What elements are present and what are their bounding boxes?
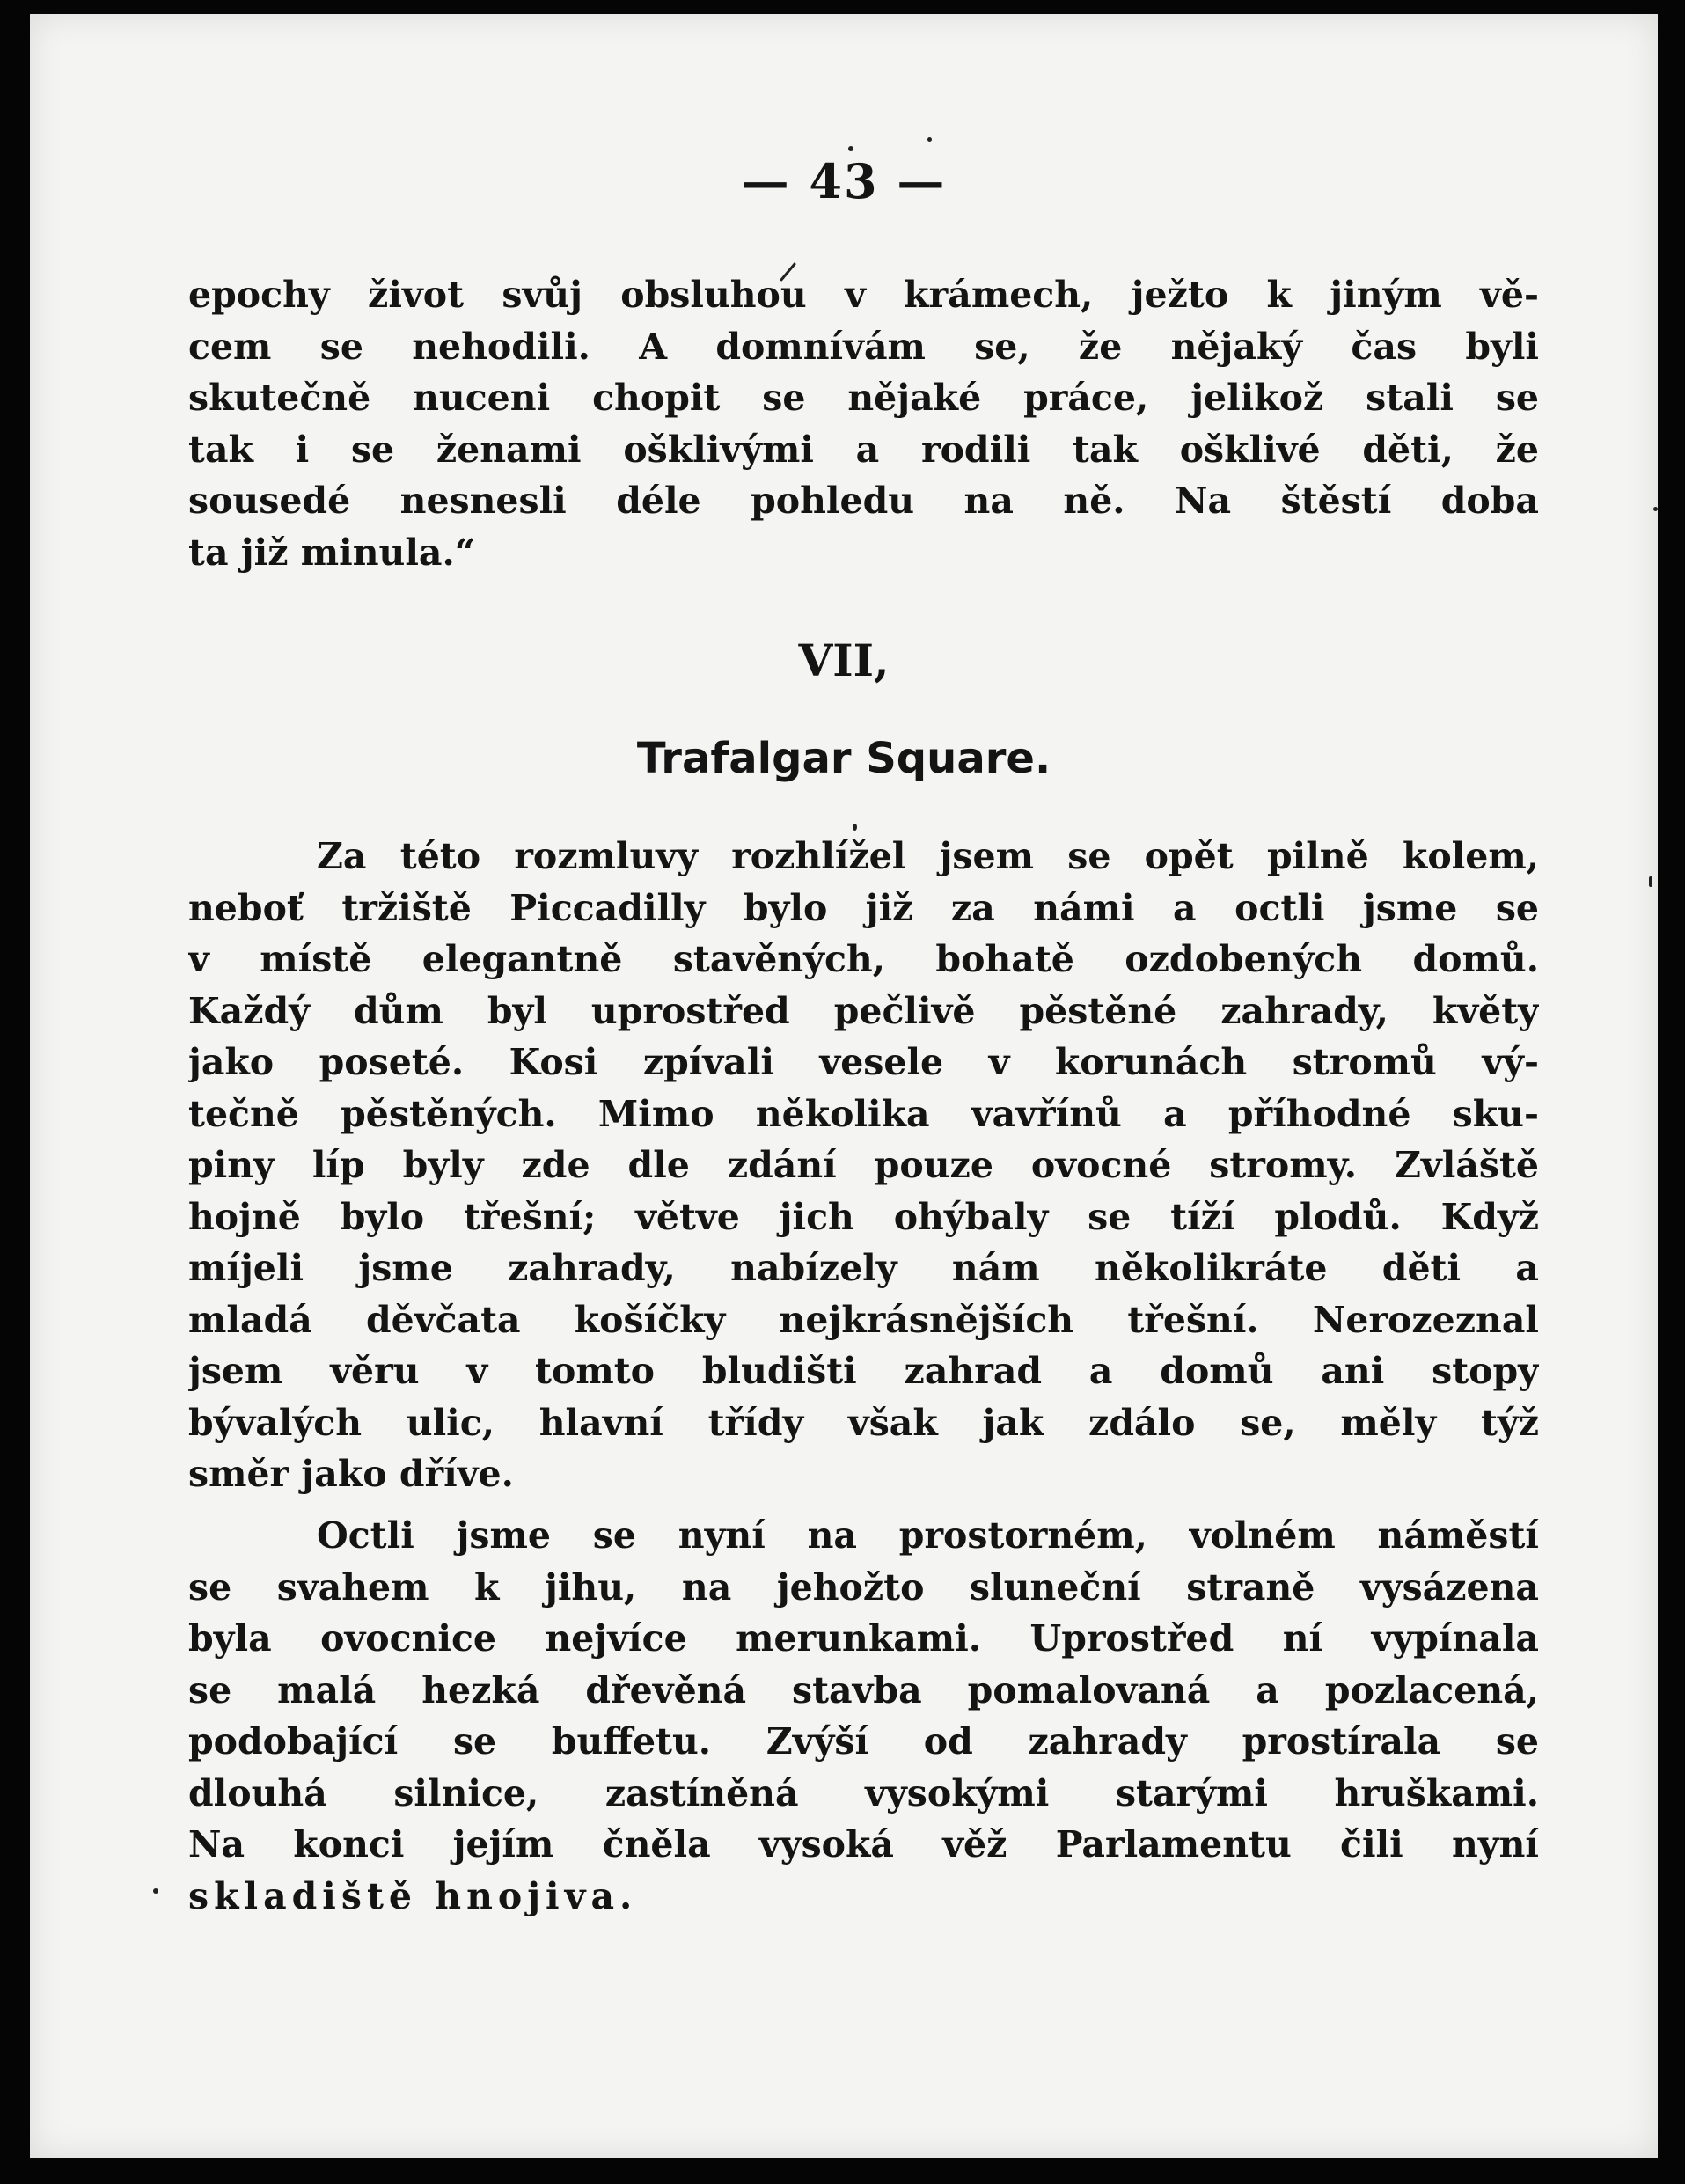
text-line: mladá děvčata košíčky nejkrásnějších třešní. Nerozeznal (188, 1298, 1539, 1341)
text-line: hojně bylo třešní; větve jich ohýbaly se tíží plodů. Když (188, 1195, 1539, 1238)
text-line: směr jako dříve. (188, 1453, 514, 1495)
scan-speck (848, 146, 853, 151)
text-line: míjeli jsme zahrady, nabízely nám několikráte děti a (188, 1247, 1539, 1289)
text-line: tečně pěstěných. Mimo několika vavřínů a příhodné sku- (188, 1092, 1539, 1135)
paragraph-1 (188, 831, 1539, 1500)
text-line: epochy život svůj obsluhou v krámech, ježto k jiným vě- (188, 274, 1539, 316)
text-line: bývalých ulic, hlavní třídy však jak zdálo se, měly týž (188, 1401, 1539, 1444)
text-line: sousedé nesnesli déle pohledu na ně. Na štěstí doba (188, 480, 1539, 522)
text-line: neboť tržiště Piccadilly bylo již za námi a octli jsme se (188, 886, 1539, 929)
text-line: se malá hezká dřevěná stavba pomalovaná a pozlacená, (188, 1668, 1539, 1711)
chapter-number: VII, (798, 634, 890, 686)
chapter-title: Trafalgar Square. (636, 734, 1051, 783)
text-line: Každý dům byl uprostřed pečlivě pěstěné zahrady, květy (188, 989, 1539, 1032)
text-line: jsem věru v tomto bludišti zahrad a domů ani stopy (188, 1350, 1539, 1392)
text-line: podobající se buffetu. Zvýší od zahrady prostírala se (188, 1720, 1539, 1763)
text-line: v místě elegantně stavěných, bohatě ozdobených domů. (188, 938, 1539, 980)
text-line-spaced: skladiště hnojiva. (188, 1874, 638, 1917)
paragraph-top (188, 269, 1539, 578)
text-line: Za této rozmluvy rozhlížel jsem se opět pilně kolem, (317, 835, 1539, 877)
scan-speck (153, 1888, 158, 1894)
text-line: tak i se ženami ošklivými a rodili tak ošklivé děti, že (188, 428, 1539, 471)
text-line: dlouhá silnice, zastíněná vysokými starými hruškami. (188, 1771, 1539, 1814)
scan-speck (853, 824, 857, 831)
scan-speck (1649, 876, 1652, 887)
text-line: cem se nehodili. A domnívám se, že nějaký čas byli (188, 325, 1539, 368)
text-line: ta již minula.“ (188, 531, 476, 574)
text-line: Octli jsme se nyní na prostorném, volném náměstí (317, 1514, 1539, 1557)
text-line: Na konci jejím čněla vysoká věž Parlamentu čili nyní (188, 1823, 1539, 1865)
book-page (30, 14, 1658, 2158)
text-line: se svahem k jihu, na jehožto sluneční straně vysázena (188, 1565, 1539, 1609)
page-number: — 43 — (741, 153, 947, 209)
text-line: skutečně nuceni chopit se nějaké práce, jelikož stali se (188, 377, 1539, 419)
scan-speck (927, 137, 932, 142)
text-line: byla ovocnice nejvíce merunkami. Uprostřed ní vypínala (188, 1617, 1539, 1660)
scan-speck (1653, 507, 1658, 511)
text-line: piny líp byly zde dle zdání pouze ovocné stromy. Zvláště (188, 1144, 1539, 1186)
paragraph-2 (188, 1510, 1539, 1922)
text-line: jako poseté. Kosi zpívali vesele v korunách stromů vý- (188, 1041, 1539, 1083)
